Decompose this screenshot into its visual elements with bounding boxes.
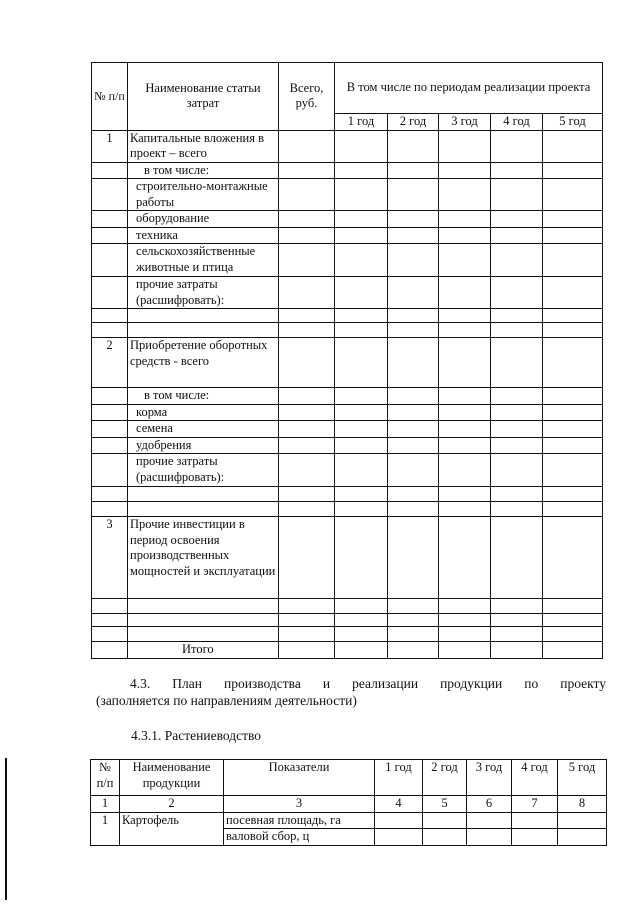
row-num: 2 xyxy=(92,338,128,388)
row-label: удобрения xyxy=(128,437,279,454)
col-number: 2 xyxy=(120,796,224,813)
col-number: 8 xyxy=(558,796,607,813)
table-row-total xyxy=(92,642,603,659)
table-row xyxy=(92,179,603,211)
table-row xyxy=(92,388,603,405)
header-year-3: 3 год xyxy=(439,114,491,131)
t2-header-year-3: 3 год xyxy=(467,760,512,796)
table-row xyxy=(92,627,603,642)
table-row xyxy=(92,614,603,627)
header-periods: В том числе по периодам реализации проекта xyxy=(335,63,603,114)
t2-header-year-2: 2 год xyxy=(423,760,467,796)
row-label: сельскохозяйственные животные и птица xyxy=(128,244,279,277)
section-heading xyxy=(96,675,606,709)
row-label: Приобретение оборотных средств - всего xyxy=(128,338,279,388)
col-number: 3 xyxy=(224,796,375,813)
table-row xyxy=(92,404,603,421)
table-row xyxy=(92,437,603,454)
table-row xyxy=(92,323,603,338)
t2-header-num: № п/п xyxy=(91,760,120,796)
col-number: 5 xyxy=(423,796,467,813)
row-label: семена xyxy=(128,421,279,438)
table-row xyxy=(92,277,603,309)
header-year-5: 5 год xyxy=(543,114,603,131)
t2-header-year-5: 5 год xyxy=(558,760,607,796)
header-num: № п/п xyxy=(92,63,128,131)
row-num: 1 xyxy=(92,130,128,162)
row-label: прочие затраты (расшифровать): xyxy=(128,277,279,309)
table-row xyxy=(91,796,607,813)
crop-production-table xyxy=(90,759,607,846)
table-row xyxy=(92,227,603,244)
table-row xyxy=(92,244,603,277)
table-row xyxy=(92,162,603,179)
t2-header-product: Наименование продукции xyxy=(120,760,224,796)
table-row xyxy=(92,309,603,323)
row-num: 3 xyxy=(92,517,128,599)
table-row xyxy=(92,338,603,388)
header-year-4: 4 год xyxy=(491,114,543,131)
table-row xyxy=(92,487,603,502)
table-row xyxy=(92,599,603,614)
table-row xyxy=(91,812,607,829)
header-year-2: 2 год xyxy=(388,114,439,131)
table-row xyxy=(92,517,603,599)
table-row xyxy=(92,421,603,438)
col-number: 4 xyxy=(375,796,423,813)
row-label: оборудование xyxy=(128,211,279,228)
investment-costs-table xyxy=(91,62,603,659)
section-heading-line2: (заполняется по направлениям деятельности) xyxy=(96,693,357,708)
table-row xyxy=(92,454,603,487)
row-label: Капитальные вложения в проект – всего xyxy=(128,130,279,162)
page-edge-mark xyxy=(5,758,7,900)
row-label: прочие затраты (расшифровать): xyxy=(128,454,279,487)
row-label: в том числе: xyxy=(128,388,279,405)
header-total: Всего, руб. xyxy=(279,63,335,131)
total-label: Итого xyxy=(128,642,279,659)
subsection-heading: 4.3.1. Растениеводство xyxy=(131,728,262,743)
row-label: строительно-монтажные работы xyxy=(128,179,279,211)
indicator-label: валовой сбор, ц xyxy=(224,829,375,846)
row-label: Прочие инвестиции в период освоения производственных мощностей и эксплуатации xyxy=(128,517,279,599)
indicator-label: посевная площадь, га xyxy=(224,812,375,829)
t2-header-year-4: 4 год xyxy=(512,760,558,796)
table-row xyxy=(92,130,603,162)
table-row xyxy=(92,211,603,228)
t2-header-indicators: Показатели xyxy=(224,760,375,796)
product-name: Картофель xyxy=(120,812,224,845)
row-label: в том числе: xyxy=(128,162,279,179)
section-heading-line1: 4.3. План производства и реализации продукции по проекту xyxy=(130,676,606,691)
col-number: 1 xyxy=(91,796,120,813)
row-label: техника xyxy=(128,227,279,244)
col-number: 6 xyxy=(467,796,512,813)
table-row xyxy=(92,502,603,517)
header-year-1: 1 год xyxy=(335,114,388,131)
t2-header-year-1: 1 год xyxy=(375,760,423,796)
header-name: Наименование статьи затрат xyxy=(128,63,279,131)
row-num: 1 xyxy=(91,812,120,845)
col-number: 7 xyxy=(512,796,558,813)
row-label: корма xyxy=(128,404,279,421)
